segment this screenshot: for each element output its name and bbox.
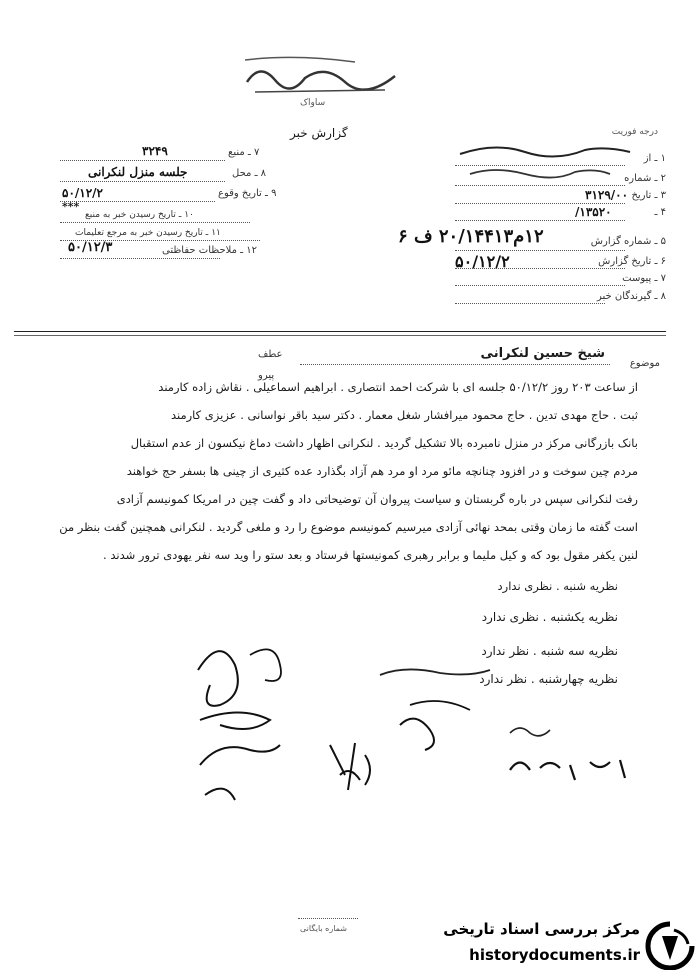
watermark [408,916,696,974]
opinion-sunday: نظریه یکشنبه . نظری ندارد [481,610,618,624]
signature-mark-5 [205,789,235,800]
field-l9-extra: *** [62,200,80,213]
handwritten-number-bottom [500,740,640,790]
field-l7-label: ۷ ـ منبع [228,147,260,158]
opinion-wednesday: نظریه چهارشنبه . نظر ندارد [479,672,618,686]
field-l9-line [60,201,215,202]
subject-label: موضوع [629,358,660,369]
subject-side-label-2: پیرو [258,370,275,381]
watermark-url: historydocuments.ir [469,946,640,964]
body-line-8: نظریه شنبه . نظری ندارد [497,579,618,593]
field-r3-label: ۳ ـ تاریخ [631,190,666,201]
ministry-stamp-mark [235,52,405,100]
field-l8-value: جلسه منزل لنکرانی [88,165,188,179]
field-l12-label: ۱۲ ـ ملاحظات حفاظتی [162,245,257,256]
field-r5-line [455,250,625,251]
header-stamp [235,52,405,100]
body-line-6: است گفته ما زمان وقتی بمحد نهائی آزادی میرسیم کمونیسم موضوع را رد و ملغی گردید . لنکرانی همچنین گفت بنظر من [59,520,638,534]
field-r8-line [455,303,605,304]
field-r5-value: ۱۲م۲۰/۱۴۴۱۳ ف ۶ [398,226,544,247]
subject-side-label: عطف [258,349,283,360]
field-r2-line [455,185,625,186]
watermark-logo-icon [644,920,696,970]
handwritten-scribble-r1 [455,140,635,162]
field-r4-value: ۱۳۵۲۰/ [575,205,612,219]
field-r4-line [455,220,625,221]
signature-mark-8 [410,701,470,710]
field-r6-label: ۶ ـ تاریخ گزارش [598,256,666,267]
field-l9-label: ۹ ـ تاریخ وقوع [218,188,277,199]
signature-mark-7 [400,719,434,750]
field-l10-line [60,222,250,223]
department-label: ساواک [300,98,326,108]
field-l11-label: ۱۱ ـ تاریخ رسیدن خبر به مرجع تعلیمات [75,228,221,238]
field-r5-label: ۵ ـ شماره گزارش [590,236,666,247]
separator-top [14,331,666,332]
field-l8-label: ۸ ـ محل [232,168,267,179]
field-l12-value: ۵۰/۱۲/۳ [68,240,113,255]
body-line-5: رفت لنکرانی سپس در باره گربستان و سیاست پیروان آن توضیحاتی داد و گفت چین در امریکا کمونیسم آزادی [116,492,638,506]
field-r7-line [455,285,625,286]
field-r3-line [455,203,625,204]
field-r2-label: ۲ ـ شماره [624,173,666,184]
signature-mark-9 [380,669,490,675]
body-line-1: از ساعت ۲۰۳ روز ۵۰/۱۲/۲ جلسه ای با شرکت احمد انتصاری . ابراهیم اسماعیلی . نقاش زاده کارمند [158,380,638,394]
handwritten-small-mark [500,715,580,745]
opinion-tuesday: نظریه سه شنبه . نظر ندارد [481,644,618,658]
field-l12-line [60,258,220,259]
subject-value: شیخ حسین لنکرانی [480,346,605,361]
field-l9-value: ۵۰/۱۲/۲ [62,186,103,200]
signature-mark-3 [250,649,281,681]
field-l7-value: ۳۲۴۹ [142,144,168,158]
body-line-4: مردم چین سوخت و در افزود چنانچه مائو مرد او مرد هم آزاد بگذارد عده کثیری از چینی ها بسفر حج خواهند [126,464,638,478]
archive-stamp: شماره بایگانی [300,924,348,933]
archive-stamp-line [298,918,358,919]
signature-mark-1 [198,651,238,706]
watermark-title: مرکز بررسی اسناد تاریخی [443,920,640,938]
field-r7-label: ۷ ـ پیوست [622,273,666,284]
field-r6-line [455,268,625,269]
signature-mark-2 [200,713,270,730]
separator-top-2 [14,335,666,336]
field-l10-label: ۱۰ ـ تاریخ رسیدن خبر به منبع [85,210,194,220]
signatures-cluster [180,625,510,845]
body-line-2: ثبت . حاج مهدی تدین . حاج محمود میرافشار شغل معمار . دکتر سید باقر نواسانی . عزیزی کارمند [170,408,638,422]
handwritten-scribble-r2 [465,162,615,182]
body-line-7: لنین یکفر مقول بود که و کیل ملیما و برابر رهبری کمونیستها فرستاد و بعد ستو را وید سه نفر یهودی ترور شدند . [103,548,638,562]
signature-mark-4 [200,745,280,765]
body-line-3: بانک بازرگانی مرکز در منزل نامبرده بالا تشکیل گردید . لنکرانی اظهار داشت دماغ نیکسون از عدم استقبال [130,436,638,450]
field-r8-label: ۸ ـ گیرندگان خبر [596,291,666,302]
report-title: گزارش خبر [290,126,348,140]
field-r1-label: ۱ ـ از [643,153,666,164]
signature-mark-6 [330,743,370,790]
subject-line [300,364,610,365]
field-r4-label: ۴ ـ [654,207,666,218]
field-l8-line [60,181,225,182]
field-r3-value: ۳۱۲۹/۰۰ [585,188,629,202]
field-l7-line [60,160,225,161]
field-r6-value: ۵۰/۱۲/۲ [455,252,510,271]
urgency-label: درجه فوریت [611,127,658,137]
